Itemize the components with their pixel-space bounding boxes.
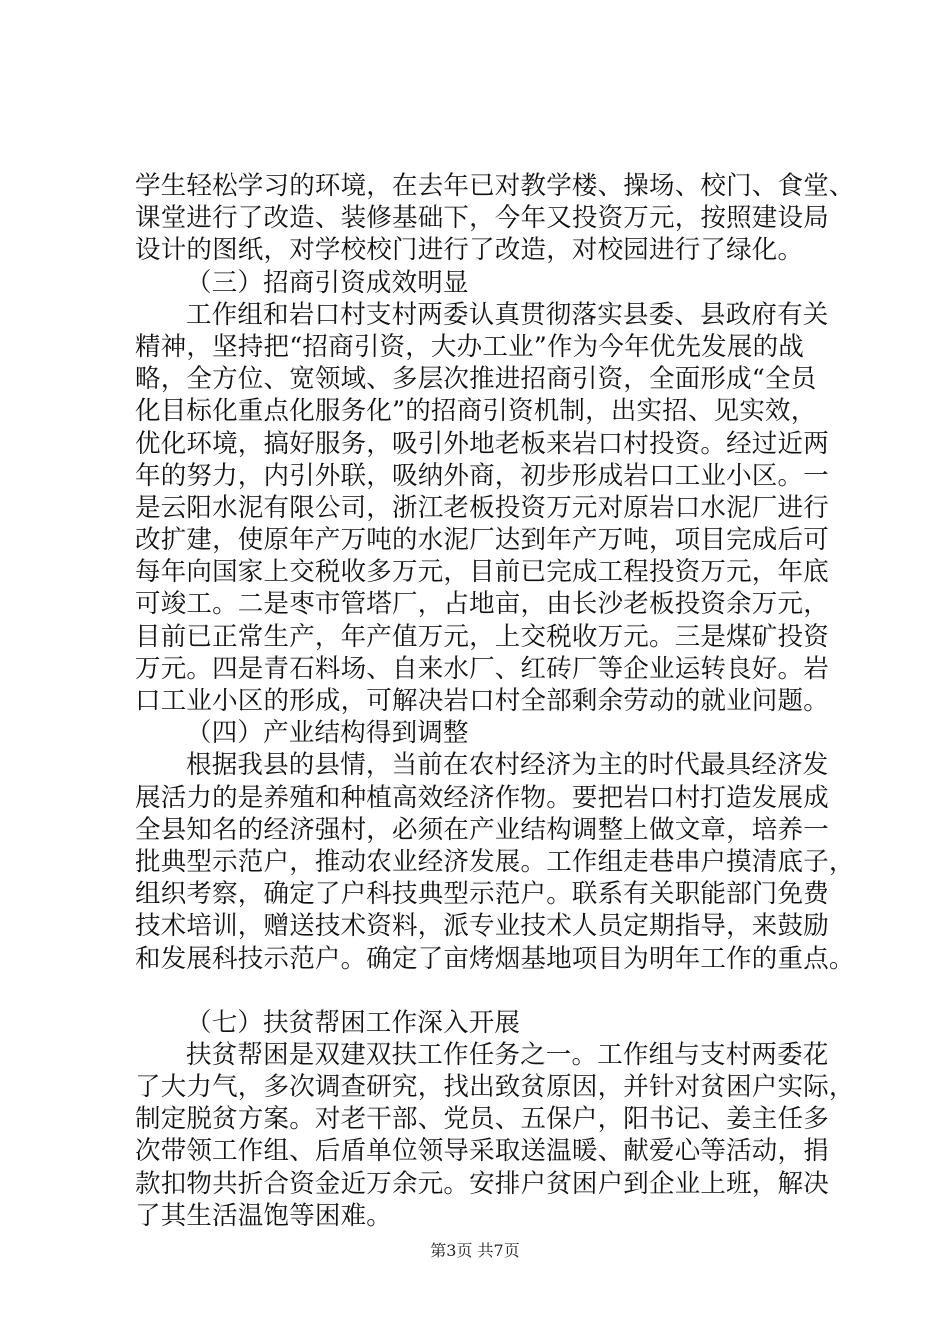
text-line: 口工业小区的形成，可解决岩口村全部剩余劳动的就业问题。 xyxy=(135,686,829,716)
text-line: 略，全方位、宽领域、多层次推进招商引资，全面形成“全员 xyxy=(135,364,817,395)
text-line: 制定脱贫方案。对老干部、党员、五保户，阳书记、姜主任多 xyxy=(135,1104,829,1135)
text-line: 是云阳水泥有限公司，浙江老板投资万元对原岩口水泥厂进行 xyxy=(135,492,829,523)
text-line: 目前已正常生产，年产值万元，上交税收万元。三是煤矿投资 xyxy=(135,621,829,652)
text-line: 化目标化重点化服务化”的招商引资机制，出实招、见实效， xyxy=(135,396,817,427)
text-line: 扶贫帮困是双建双扶工作任务之一。工作组与支村两委花 xyxy=(186,1039,829,1070)
text-line: 全县知名的经济强村，必须在产业结构调整上做文章，培养一 xyxy=(135,814,829,845)
section-heading: （四）产业结构得到调整 xyxy=(186,718,469,749)
text-line: 根据我县的县情，当前在农村经济为主的时代最具经济发 xyxy=(186,750,829,781)
text-line: 改扩建，使原年产万吨的水泥厂达到年产万吨，项目完成后可 xyxy=(135,525,829,556)
text-line: 组织考察，确定了户科技典型示范户。联系有关职能部门免费 xyxy=(135,879,829,910)
paragraph-gap xyxy=(135,975,855,1007)
text-line: 款扣物共折合资金近万余元。安排户贫困户到企业上班，解决 xyxy=(135,1168,829,1199)
text-line: 优化环境，搞好服务，吸引外地老板来岩口村投资。经过近两 xyxy=(135,428,829,459)
text-line: 可竣工。二是枣市管塔厂，占地亩，由长沙老板投资余万元， xyxy=(135,589,829,620)
text-line: 了大力气，多次调查研究，找出致贫原因，并针对贫困户实际， xyxy=(135,1072,855,1103)
text-line: 次带领工作组、后盾单位领导采取送温暖、献爱心等活动，捐 xyxy=(135,1136,829,1167)
document-body xyxy=(135,170,855,1232)
section-heading: （三）招商引资成效明显 xyxy=(186,267,469,298)
text-line: 批典型示范户，推动农业经济发展。工作组走巷串户摸清底子， xyxy=(135,846,855,877)
text-line: 课堂进行了改造、装修基础下，今年又投资万元，按照建设局 xyxy=(135,203,829,234)
section-heading: （七）扶贫帮困工作深入开展 xyxy=(186,1007,521,1038)
text-line: 展活力的是养殖和种植高效经济作物。要把岩口村打造发展成 xyxy=(135,782,829,813)
text-line: 了其生活温饱等困难。 xyxy=(135,1200,393,1231)
page-number-footer: 第3页 共7页 xyxy=(430,1241,520,1260)
text-line: 每年向国家上交税收多万元，目前已完成工程投资万元，年底 xyxy=(135,557,829,588)
text-line: 技术培训，赠送技术资料，派专业技术人员定期指导，来鼓励 xyxy=(135,911,829,942)
text-line: 万元。四是青石料场、自来水厂、红砖厂等企业运转良好。岩 xyxy=(135,653,829,684)
text-line: 年的努力，内引外联，吸纳外商，初步形成岩口工业小区。一 xyxy=(135,460,829,491)
text-line: 设计的图纸，对学校校门进行了改造，对校园进行了绿化。 xyxy=(135,235,804,266)
text-line: 工作组和岩口村支村两委认真贯彻落实县委、县政府有关 xyxy=(186,299,829,330)
text-line: 和发展科技示范户。确定了亩烤烟基地项目为明年工作的重点。 xyxy=(135,943,855,974)
text-line: 学生轻松学习的环境，在去年已对教学楼、操场、校门、食堂、 xyxy=(135,171,855,201)
text-line: 精神，坚持把“招商引资，大办工业”作为今年优先发展的战 xyxy=(135,331,804,362)
